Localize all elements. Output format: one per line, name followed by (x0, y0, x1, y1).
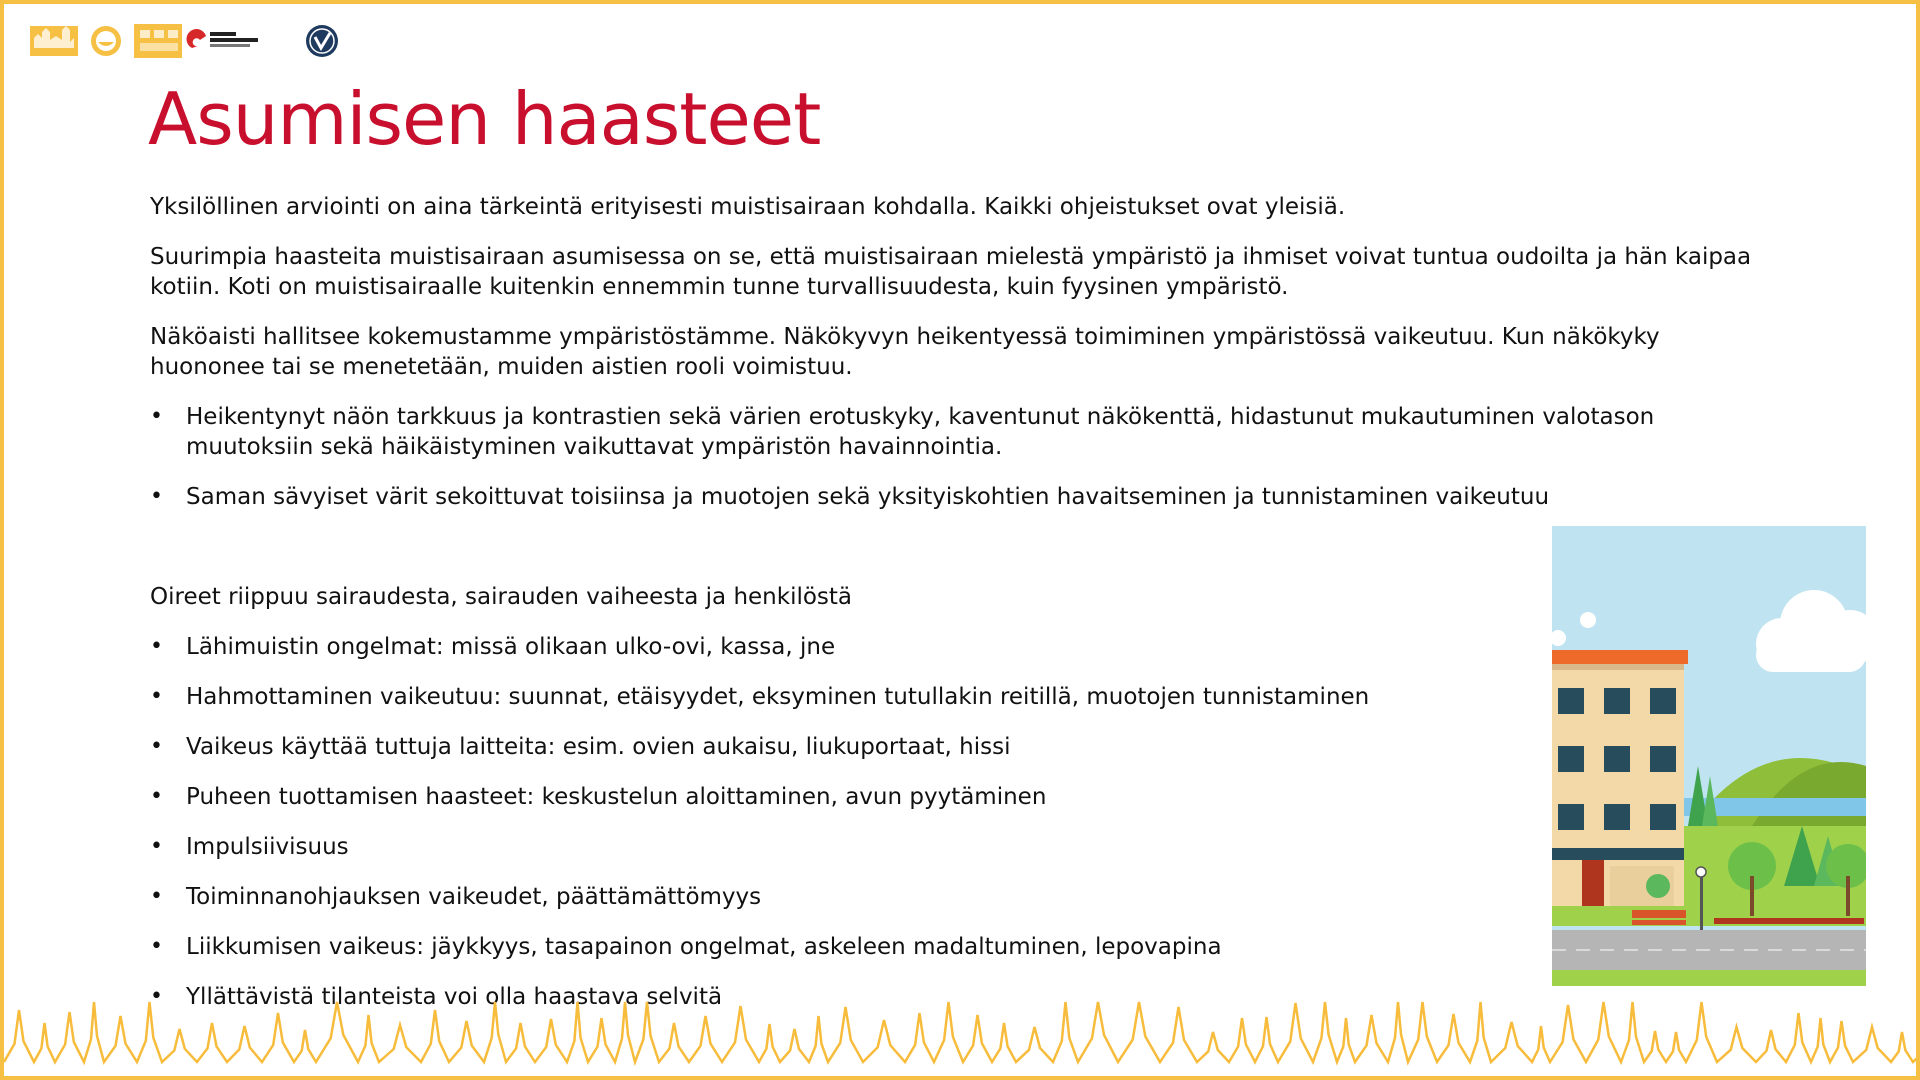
symptoms-bullet-list (150, 632, 1780, 1012)
logo-bar (28, 18, 348, 62)
bullet-item: • Lähimuistin ongelmat: missä olikaan ulko-ovi, kassa, jne (150, 632, 1780, 662)
round-emblem-logo (91, 26, 121, 56)
bullet-item: • Saman sävyiset värit sekoittuvat toisiinsa ja muotojen sekä yksityiskohtien havaitseminen ja tunnistaminen vaikeutuu (150, 482, 1780, 512)
paragraph: Näköaisti hallitsee kokemustamme ympäristöstämme. Näkökyvyn heikentyessä toimiminen ympäristössä vaikeutuu. Kun näkökyky huononee tai se menetetään, muiden aistien rooli voimistuu. (150, 324, 1660, 380)
slide-title: Asumisen haasteet (148, 77, 821, 161)
bullet-item: • Yllättävistä tilanteista voi olla haastava selvitä (150, 982, 1780, 1012)
building-logo (134, 24, 182, 58)
skyline-border-decoration (4, 996, 1920, 1076)
dark-round-emblem-logo (306, 25, 338, 57)
bullet-item: • Puheen tuottamisen haasteet: keskustelun aloittaminen, avun pyytäminen (150, 782, 1780, 812)
bullet-item: • Vaikeus käyttää tuttuja laitteita: esim. ovien aukaisu, liukuportaat, hissi (150, 732, 1780, 762)
apartment-building-park-illustration (1552, 526, 1866, 986)
slide-content (150, 192, 1780, 1032)
paragraph: Yksilöllinen arviointi on aina tärkeintä erityisesti muistisairaan kohdalla. Kaikki ohjeistukset ovat yleisiä. (150, 194, 1346, 220)
bullet-item: • Liikkumisen vaikeus: jäykkyys, tasapainon ongelmat, askeleen madaltuminen, lepovapina (150, 932, 1780, 962)
bullet-item: • Hahmottaminen vaikeutuu: suunnat, etäisyydet, eksyminen tutullakin reitillä, muotojen tunnistaminen (150, 682, 1780, 712)
symptoms-lead: Oireet riippuu sairaudesta, sairauden vaiheesta ja henkilöstä (150, 584, 853, 610)
salon-muistiyhdistys-logo (186, 29, 258, 48)
bullet-item: • Heikentynyt näön tarkkuus ja kontrastien sekä värien erotuskyky, kaventunut näkökenttä, hidastunut mukautuminen valotason muutoksiin sekä häikäistyminen vaikuttavat ympäristön havainnointia. (150, 402, 1780, 462)
bullet-item: • Toiminnanohjauksen vaikeudet, päättämättömyys (150, 882, 1780, 912)
vision-bullet-list (150, 402, 1780, 512)
paragraph: Suurimpia haasteita muistisairaan asumisessa on se, että muistisairaan mielestä ympäristö ja ihmiset voivat tuntua oudoilta ja hän kaipaa kotiin. Koti on muistisairaalle kuitenkin ennemmin tunne turvallisuudesta, kuin fyysinen ympäristö. (150, 244, 1752, 300)
bullet-item: • Impulsiivisuus (150, 832, 1780, 862)
city-skyline-logo (30, 26, 78, 56)
